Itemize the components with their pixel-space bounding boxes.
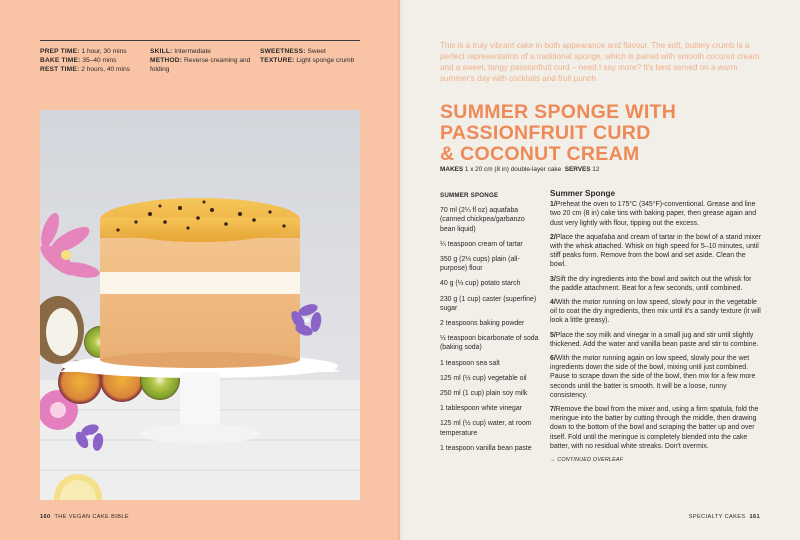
method-step: 3/Sift the dry ingredients into the bowl and switch out the whisk for the paddle attachment. Beat for a few seconds, until combined. <box>550 275 752 292</box>
rest-time: REST TIME: 2 hours, 40 mins <box>40 66 130 73</box>
ingredient-item: 230 g (1 cup) caster (superfine) sugar <box>440 295 537 312</box>
method-step: 2/Place the aquafaba and cream of tartar in the bowl of a stand mixer with the whisk attached. Whisk on high speed for 5–10 minutes, until stiff peaks form. Remove from the bowl and set aside. Clean the bowl. <box>550 233 762 269</box>
texture: TEXTURE: Light sponge crumb <box>260 57 355 64</box>
meta-skill-method <box>150 47 260 74</box>
ingredient-item: 1 tablespoon white vinegar <box>440 405 522 413</box>
ingredient-item: 250 ml (1 cup) plain soy milk <box>440 390 528 398</box>
folio-right: SPECIALTY CAKES 161 <box>688 514 760 520</box>
method-step: 1/Preheat the oven to 175°C (345°F)-conventional. Grease and line two 20 cm (8 in) cake tins with baking paper, then grease again and dust very lightly with flour, tipping out the excess. <box>550 201 757 227</box>
ingredient-item: ½ teaspoon bicarbonate of soda (baking soda) <box>440 335 539 352</box>
ingredient-item: 1 teaspoon sea salt <box>440 359 500 367</box>
bake-time: BAKE TIME: 35–40 mins <box>40 57 117 64</box>
ingredient-item: 70 ml (2¼ fl oz) aquafaba (canned chickpea/garbanzo bean liquid) <box>440 207 525 233</box>
cake-photo <box>40 110 360 500</box>
ingredients-list <box>440 191 540 459</box>
method-heading: Summer Sponge <box>550 189 616 198</box>
method-steps <box>550 189 762 465</box>
ingredients-heading: SUMMER SPONGE <box>440 192 499 199</box>
meta-times <box>40 47 150 74</box>
ingredient-item: 40 g (⅓ cup) potato starch <box>440 280 521 288</box>
meta-taste <box>260 47 360 74</box>
ingredient-item: ¼ teaspoon cream of tartar <box>440 240 523 248</box>
ingredient-item: 1 teaspoon vanilla bean paste <box>440 444 532 452</box>
ingredient-item: 2 teaspoons baking powder <box>440 320 525 328</box>
method: METHOD: Reverse creaming and folding <box>150 57 251 73</box>
ingredient-item: 125 ml (½ cup) water, at room temperature <box>440 420 532 437</box>
ingredient-item: 125 ml (½ cup) vegetable oil <box>440 374 527 382</box>
folio-left: 160 THE VEGAN CAKE BIBLE <box>40 514 129 520</box>
continued-overleaf: → CONTINUED OVERLEAF <box>550 457 624 464</box>
method-step: 5/Place the soy milk and vinegar in a small jug and stir until slightly thickened. Add the water and vanilla bean paste and stir to combine. <box>550 331 759 348</box>
recipe-title: SUMMER SPONGE WITH PASSIONFRUIT CURD & COCONUT CREAM <box>440 101 677 165</box>
method-step: 4/With the motor running on low speed, slowly pour in the vegetable oil to coat the dry ingredients, then mix until it's a sandy texture (it will look a little greasy). <box>550 299 761 325</box>
recipe-intro: This is a truly vibrant cake in both appearance and flavour. The soft, buttery crumb is a perfect representation of a traditional sponge, which is paired with smooth coconut cream and a sweet, tangy passionfruit curd – need I say more? It's best served on a warm summer's day with cocktails and fruit punch. <box>440 41 760 83</box>
method-step: 7/Remove the bowl from the mixer and, using a firm spatula, fold the meringue into the batter by cutting through the middle, then drawing down to the bottom of the bowl and scraping the batter up and over itself. Fold until the meringue is completely blended into the cake batter, with no residual white streaks. Don't overmix. <box>550 406 759 450</box>
cake-illustration <box>40 110 360 500</box>
skill: SKILL: Intermediate <box>150 48 211 55</box>
recipe-yield: MAKES 1 x 20 cm (8 in) double-layer cake SERVES 12 <box>440 166 600 173</box>
prep-time: PREP TIME: 1 hour, 30 mins <box>40 48 127 55</box>
recipe-meta <box>40 40 360 74</box>
sweetness: SWEETNESS: Sweet <box>260 48 326 55</box>
method-step: 6/With the motor running again on low speed, slowly pour the wet ingredients down the side of the bowl, mixing until just combined. Pause to scrape down the side of the bowl, then mix for a few more seconds until the batter is smooth. It will be a loose, runny consistency. <box>550 355 756 399</box>
ingredient-item: 350 g (2⅓ cups) plain (all-purpose) flour <box>440 256 520 273</box>
book-gutter <box>398 0 404 540</box>
